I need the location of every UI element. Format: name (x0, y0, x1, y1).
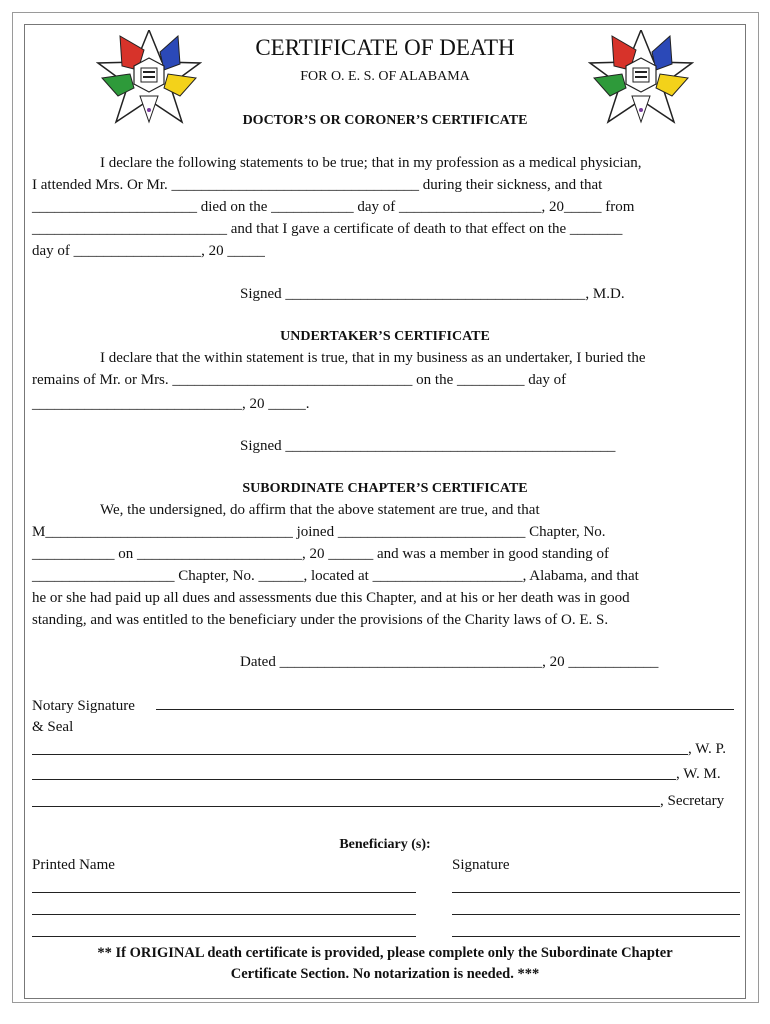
doctor-signature-line[interactable]: Signed ________________________________________, M.D. (240, 286, 625, 302)
subordinate-line-2[interactable]: M_________________________________ joined _________________________ Chapter, No. (32, 524, 606, 540)
dated-line[interactable]: Dated ___________________________________, 20 ____________ (240, 654, 659, 670)
undertaker-heading: UNDERTAKER’S CERTIFICATE (280, 329, 490, 344)
footer-note-line-2: Certificate Section. No notarization is needed. *** (230, 966, 540, 982)
secretary-signature-line[interactable] (32, 806, 660, 807)
signature-label: Signature (452, 857, 510, 873)
doctor-line-1: I declare the following statements to be true; that in my profession as a medical physician, (100, 155, 642, 171)
beneficiary-heading: Beneficiary (s): (339, 837, 431, 852)
notary-seal-label: & Seal (32, 719, 74, 735)
doctor-line-5[interactable]: day of _________________, 20 _____ (32, 243, 265, 259)
beneficiary-name-line-3[interactable] (32, 936, 416, 937)
notary-signature-label: Notary Signature (32, 698, 135, 714)
undertaker-line-2[interactable]: remains of Mr. or Mrs. ________________________________ on the _________ day of (32, 372, 567, 388)
notary-signature-line[interactable] (156, 709, 734, 710)
subordinate-line-5: he or she had paid up all dues and assessments due this Chapter, and at his or her death was in good (32, 590, 630, 606)
subordinate-heading: SUBORDINATE CHAPTER’S CERTIFICATE (242, 481, 528, 496)
undertaker-line-1: I declare that the within statement is true, that in my business as an undertaker, I buried the (100, 350, 646, 366)
doctor-heading: DOCTOR’S OR CORONER’S CERTIFICATE (242, 113, 528, 128)
secretary-label: , Secretary (660, 793, 725, 809)
beneficiary-signature-line-1[interactable] (452, 892, 740, 893)
wp-signature-line[interactable] (32, 754, 688, 755)
document-subtitle: FOR O. E. S. OF ALABAMA (300, 69, 470, 84)
printed-name-label: Printed Name (32, 857, 115, 873)
doctor-line-2[interactable]: I attended Mrs. Or Mr. _________________________________ during their sickness, and that (32, 177, 603, 193)
wp-label: , W. P. (688, 741, 726, 757)
wm-signature-line[interactable] (32, 779, 676, 780)
beneficiary-signature-line-3[interactable] (452, 936, 740, 937)
subordinate-line-4[interactable]: ___________________ Chapter, No. ______, located at ____________________, Alabama, and that (32, 568, 639, 584)
doctor-line-4[interactable]: __________________________ and that I gave a certificate of death to that effect on the _______ (32, 221, 623, 237)
doctor-line-3[interactable]: ______________________ died on the ___________ day of ___________________, 20_____ from (32, 199, 635, 215)
beneficiary-signature-line-2[interactable] (452, 914, 740, 915)
beneficiary-name-line-1[interactable] (32, 892, 416, 893)
subordinate-line-3[interactable]: ___________ on ______________________, 20 ______ and was a member in good standing of (32, 546, 610, 562)
undertaker-signature-line[interactable]: Signed ____________________________________________ (240, 438, 616, 454)
document-title: CERTIFICATE OF DEATH (255, 35, 515, 60)
subordinate-line-1: We, the undersigned, do affirm that the above statement are true, and that (100, 502, 540, 518)
undertaker-line-3[interactable]: ____________________________, 20 _____. (32, 396, 310, 412)
wm-label: , W. M. (676, 766, 721, 782)
footer-note-line-1: ** If ORIGINAL death certificate is provided, please complete only the Subordinate Chapter (97, 945, 673, 961)
beneficiary-name-line-2[interactable] (32, 914, 416, 915)
subordinate-line-6: standing, and was entitled to the beneficiary under the provisions of the Charity laws of O. E. S. (32, 612, 609, 628)
